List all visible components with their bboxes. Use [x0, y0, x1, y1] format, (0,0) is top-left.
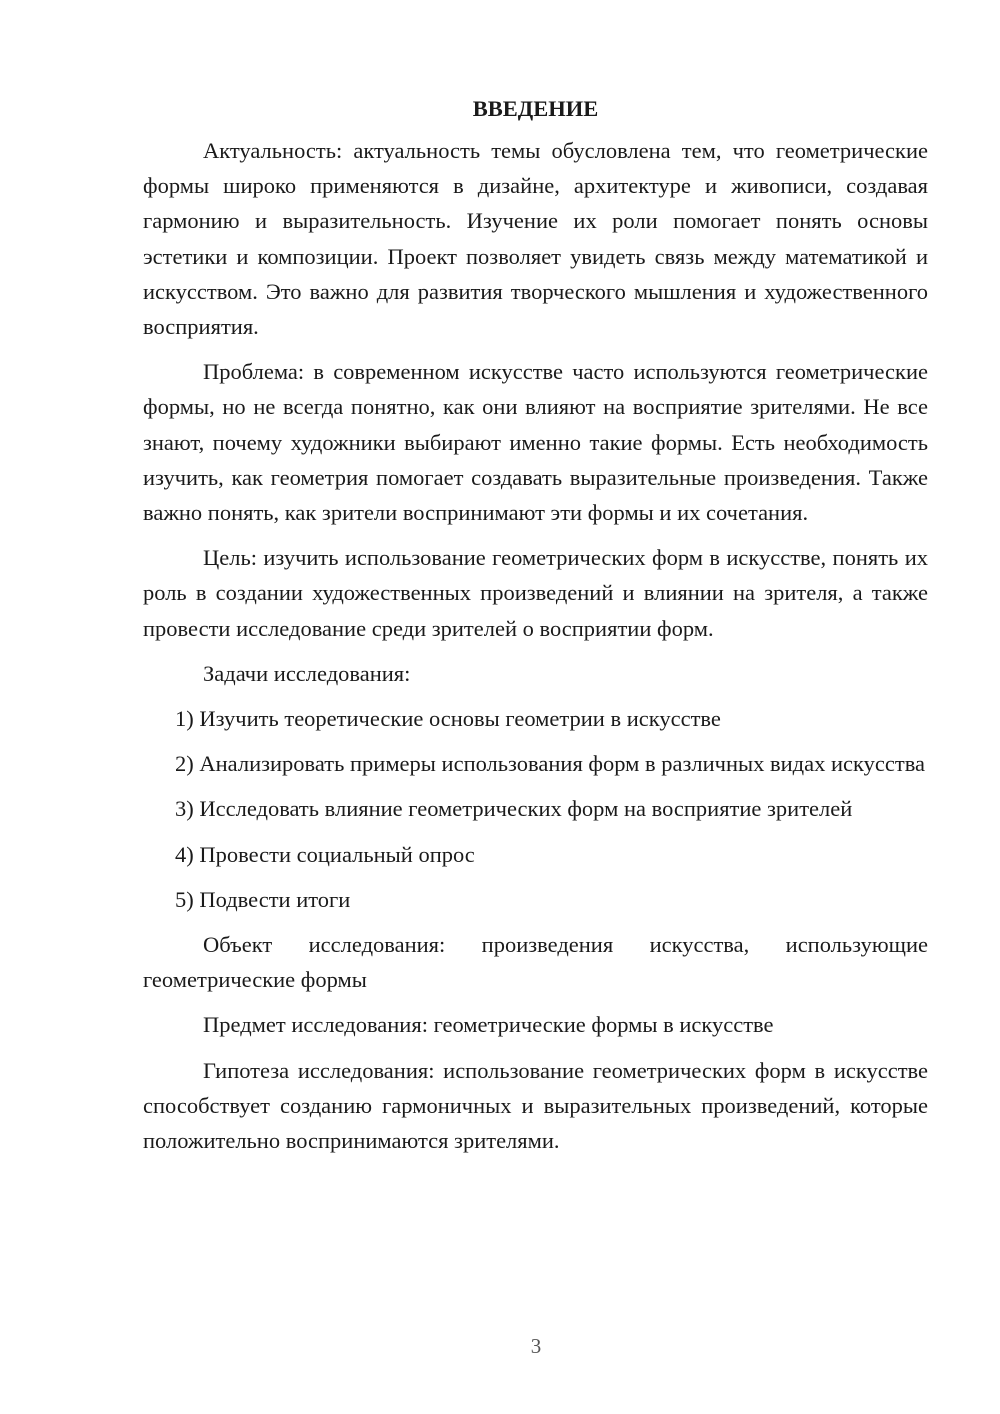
tasks-title: Задачи исследования: [203, 660, 411, 686]
goal-paragraph: Цель: изучить использование геометрических форм в искусстве, понять их роль в создании художественных произведений и влиянии на зрителя, а также провести исследование среди зрителей о восприятии форм. [143, 545, 928, 641]
task-item-5: 5) Подвести итоги [175, 886, 351, 912]
task-item-2: 2) Анализировать примеры использования форм в различных видах искусства [175, 751, 926, 777]
problem-paragraph: Проблема: в современном искусстве часто используются геометрические формы, но не всегда понятно, как они влияют на восприятие зрителями. Не все знают, почему художники выбирают именно такие формы. Есть необходимость изучить, как геометрия помогает создавать выразительные произведения. Также важно понять, как зрители воспринимают эти формы и их сочетания. [143, 359, 928, 526]
hypothesis-paragraph: Гипотеза исследования: использование геометрических форм в искусстве способствует созданию гармоничных и выразительных произведений, которые положительно воспринимаются зрителями. [143, 1057, 928, 1154]
object-paragraph: Объект исследования: произведения искусства, использующие геометрические формы [143, 932, 928, 993]
document-page [143, 95, 928, 1158]
subject-paragraph: Предмет исследования: геометрические формы в искусстве [203, 1012, 774, 1038]
task-item-3: 3) Исследовать влияние геометрических форм на восприятие зрителей [175, 796, 853, 822]
page-number: 3 [530, 1334, 542, 1358]
task-item-1: 1) Изучить теоретические основы геометрии в искусстве [175, 706, 721, 732]
task-item-4: 4) Провести социальный опрос [175, 841, 475, 867]
page-title: ВВЕДЕНИЕ [472, 96, 599, 121]
relevance-paragraph: Актуальность: актуальность темы обусловлена тем, что геометрические формы широко применяются в дизайне, архитектуре и живописи, создавая гармонию и выразительность. Изучение их роли помогает понять основы эстетики и композиции. Проект позволяет увидеть связь между математикой и искусством. Это важно для развития творческого мышления и художественного восприятия. [143, 138, 928, 340]
